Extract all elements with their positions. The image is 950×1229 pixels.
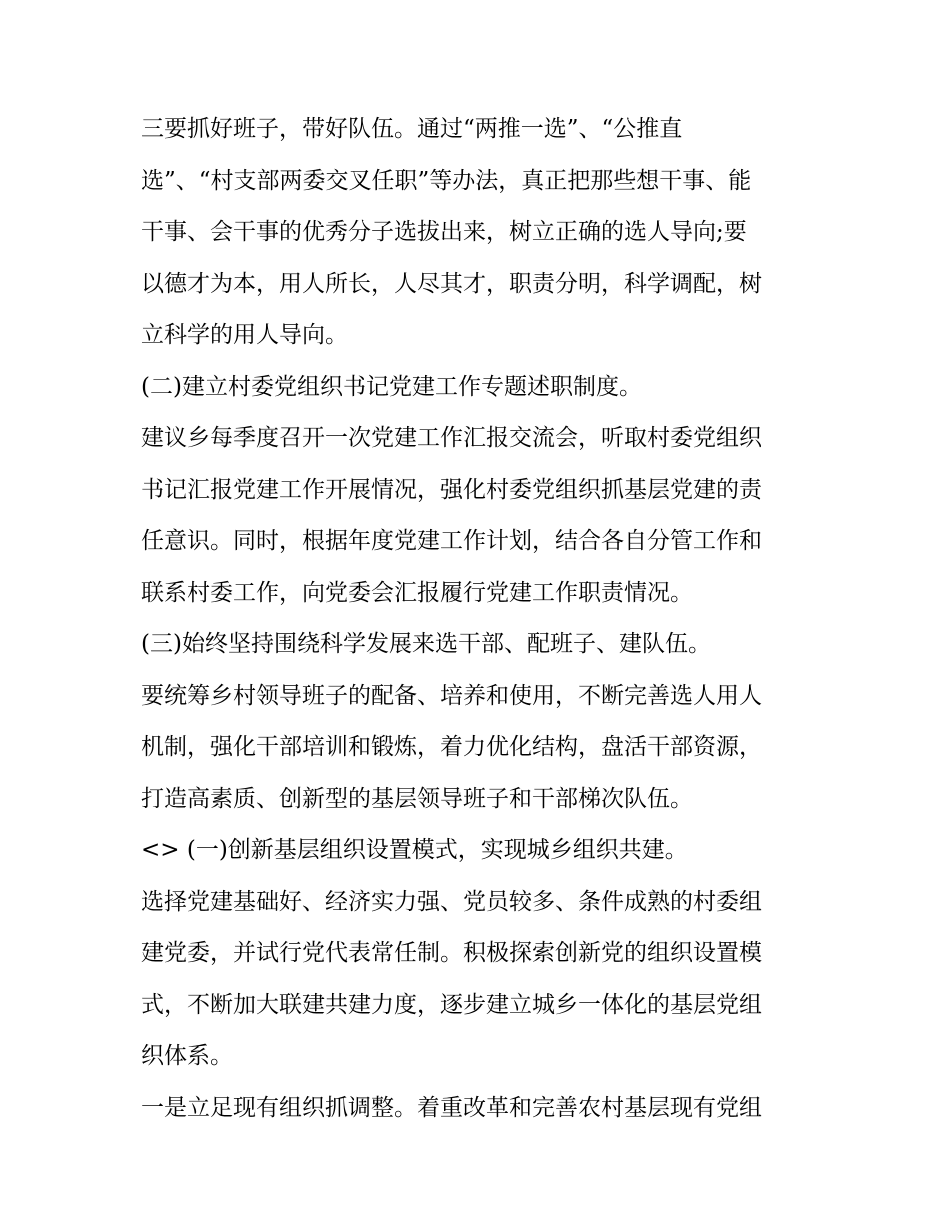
text-line: 立科学的用人导向。 — [141, 322, 348, 348]
section-heading: (三)始终坚持围绕科学发展来选干部、配班子、建队伍。 — [141, 631, 711, 657]
text-line: 织体系。 — [141, 1043, 233, 1069]
text-line: 任意识。同时，根据年度党建工作计划，结合各自分管工作和 — [141, 528, 762, 554]
text-line: 三要抓好班子，带好队伍。通过“两推一选”、“公推直 — [141, 116, 683, 142]
text-line: 以德才为本，用人所长，人尽其才，职责分明，科学调配，树 — [141, 270, 762, 297]
text-line: 打造高素质、创新型的基层领导班子和干部梯次队伍。 — [141, 785, 693, 812]
text-line: 机制，强化干部培训和锻炼，着力优化结构，盘活干部资源， — [141, 734, 762, 760]
text-line: 式，不断加大联建共建力度，逐步建立城乡一体化的基层党组 — [141, 991, 762, 1018]
text-line: 书记汇报党建工作开展情况，强化村委党组织抓基层党建的责 — [141, 476, 762, 503]
text-line: 一是立足现有组织抓调整。着重改革和完善农村基层现有党组 — [141, 1094, 762, 1121]
text-line: 干事、会干事的优秀分子选拔出来，树立正确的选人导向;要 — [141, 219, 747, 245]
text-line: 选择党建基础好、经济实力强、党员较多、条件成熟的村委组 — [141, 888, 762, 915]
text-line: 选”、“村支部两委交叉任职”等办法，真正把那些想干事、能 — [141, 167, 752, 194]
section-heading: <> (一)创新基层组织设置模式，实现城乡组织共建。 — [141, 837, 688, 863]
text-line: 建党委，并试行党代表常任制。积极探索创新党的组织设置模 — [141, 940, 762, 966]
text-line: 联系村委工作，向党委会汇报履行党建工作职责情况。 — [141, 579, 693, 606]
document-body — [141, 110, 821, 1140]
text-line: 建议乡每季度召开一次党建工作汇报交流会，听取村委党组织 — [141, 425, 762, 451]
section-heading: (二)建立村委党组织书记党建工作专题述职制度。 — [141, 373, 642, 400]
text-line: 要统筹乡村领导班子的配备、培养和使用，不断完善选人用人 — [141, 682, 762, 709]
